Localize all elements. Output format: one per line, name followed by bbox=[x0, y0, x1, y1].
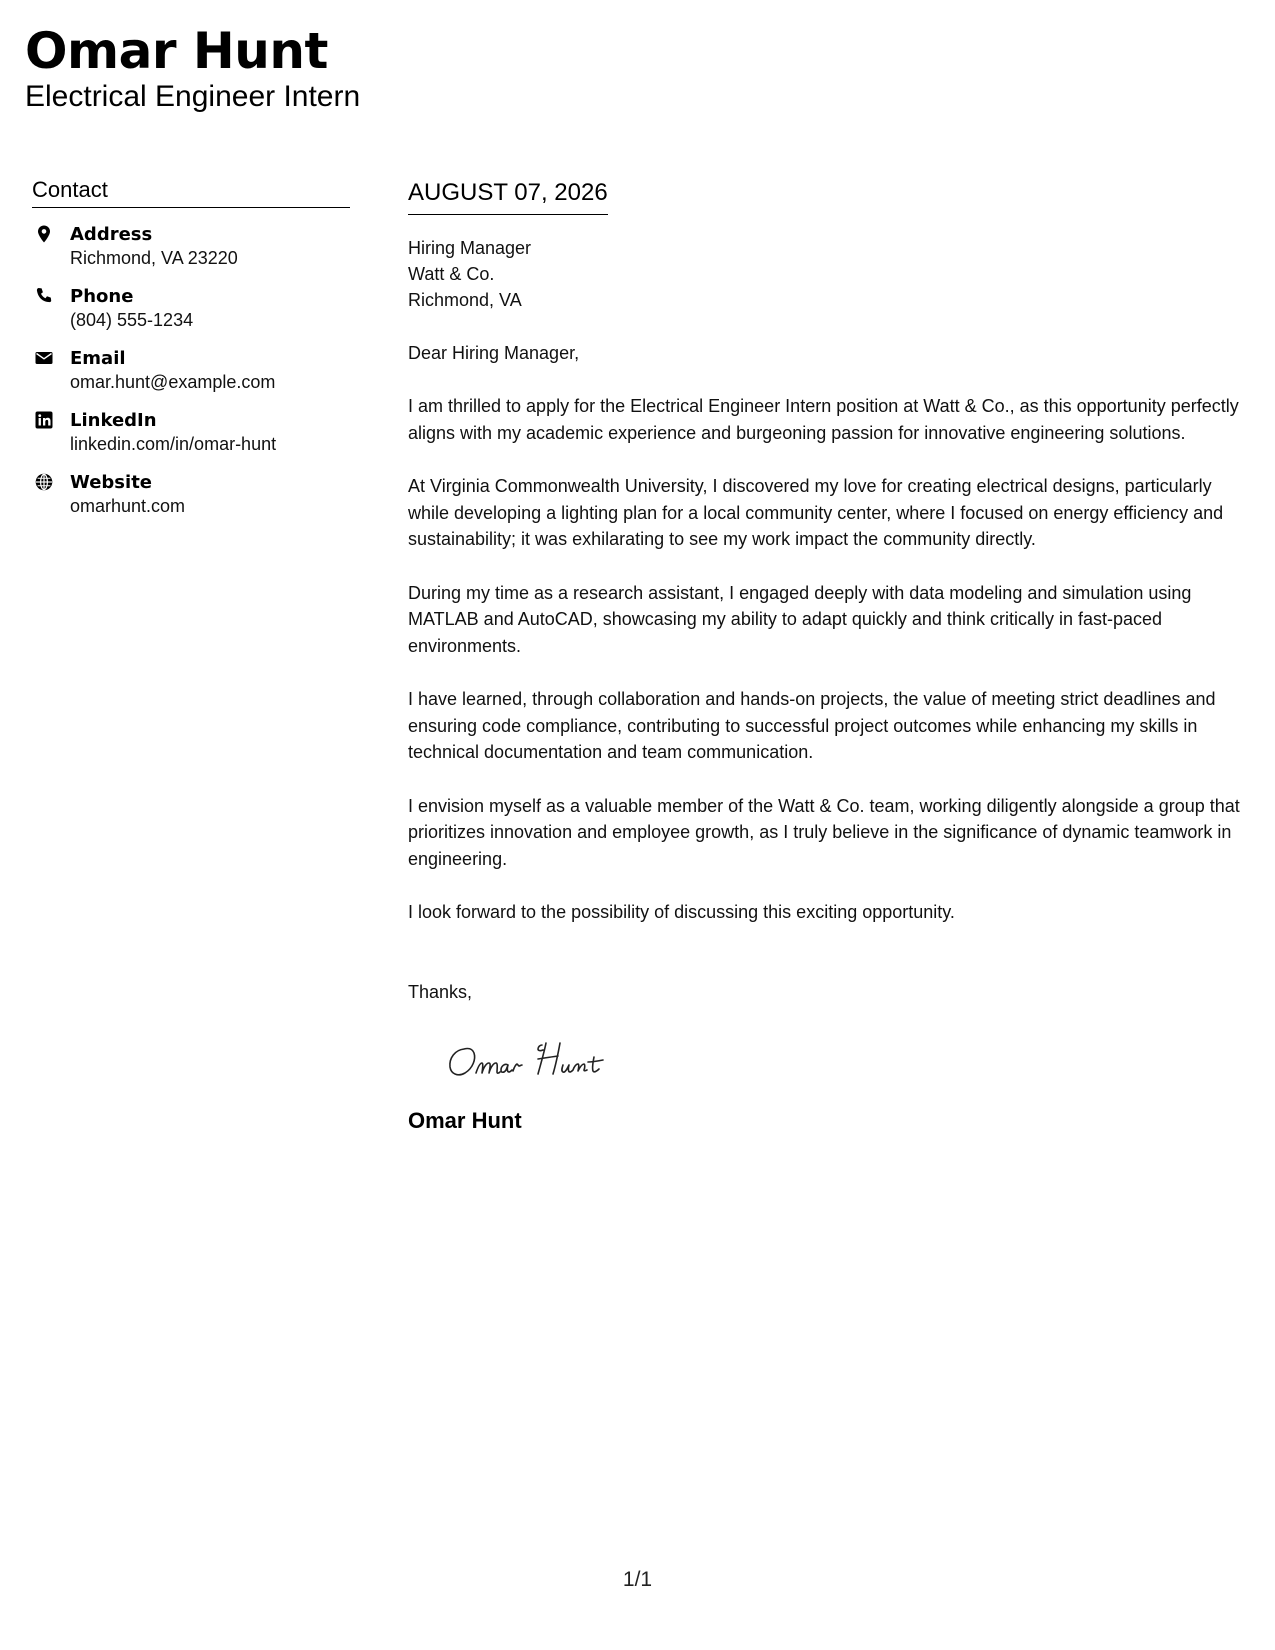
letter-paragraph: At Virginia Commonwealth University, I discovered my love for creating electrical designs, particularly while developing a lighting plan for a local community center, where I focused on energy efficiency and sustainability; it was exhilarating to see my work impact the community directly. bbox=[408, 476, 1224, 549]
contact-label: Phone bbox=[70, 286, 134, 307]
header bbox=[25, 22, 360, 114]
contact-value: linkedin.com/in/omar-hunt bbox=[70, 434, 277, 454]
contact-item-phone bbox=[32, 285, 350, 332]
handwritten-signature bbox=[442, 1035, 642, 1085]
contact-label: Address bbox=[70, 224, 153, 245]
letter-paragraph: I am thrilled to apply for the Electrical Engineer Intern position at Watt & Co., as this opportunity perfectly aligns with my academic experience and burgeoning passion for innovative engineering solutions. bbox=[408, 396, 1239, 443]
contact-label: Email bbox=[70, 348, 126, 369]
contact-heading: Contact bbox=[32, 176, 350, 208]
salutation: Dear Hiring Manager, bbox=[408, 343, 580, 363]
contact-value: omar.hunt@example.com bbox=[70, 372, 276, 392]
phone-icon bbox=[35, 287, 53, 305]
envelope-icon bbox=[35, 349, 53, 367]
contact-item-linkedin bbox=[32, 409, 350, 456]
contact-sidebar bbox=[32, 176, 350, 518]
page-number: 1/1 bbox=[622, 1568, 653, 1591]
applicant-name: Omar Hunt bbox=[25, 22, 328, 80]
letter-paragraph: I envision myself as a valuable member of the Watt & Co. team, working diligently alongside a group that prioritizes innovation and employee growth, as I truly believe in the significance of dynamic teamwork in engineering. bbox=[408, 795, 1240, 869]
linkedin-icon bbox=[35, 411, 53, 429]
contact-label: LinkedIn bbox=[70, 410, 157, 431]
closing: Thanks, bbox=[408, 981, 473, 1002]
contact-label: Website bbox=[70, 472, 153, 493]
letter-date: AUGUST 07, 2026 bbox=[408, 178, 608, 215]
map-pin-icon bbox=[35, 225, 53, 243]
letter-paragraph: I look forward to the possibility of discussing this exciting opportunity. bbox=[408, 902, 955, 922]
globe-icon bbox=[35, 473, 53, 491]
letter-paragraph: I have learned, through collaboration and hands-on projects, the value of meeting strict deadlines and ensuring code compliance, contributing to successful project outcomes while enhancing my skills in technical documentation and team communication. bbox=[408, 689, 1216, 762]
recipient-block bbox=[408, 235, 1253, 313]
contact-value: (804) 555-1234 bbox=[70, 310, 194, 330]
recipient-name: Hiring Manager bbox=[408, 238, 532, 258]
letter-body bbox=[408, 178, 1253, 1135]
contact-value: omarhunt.com bbox=[70, 496, 186, 516]
contact-value: Richmond, VA 23220 bbox=[70, 248, 238, 268]
contact-item-email bbox=[32, 347, 350, 394]
signer-name: Omar Hunt bbox=[408, 1107, 522, 1133]
applicant-title: Electrical Engineer Intern bbox=[25, 80, 361, 113]
letter-paragraph: During my time as a research assistant, I engaged deeply with data modeling and simulation using MATLAB and AutoCAD, showcasing my ability to adapt quickly and think critically in fast-paced environments. bbox=[408, 582, 1192, 656]
contact-item-website bbox=[32, 471, 350, 518]
contact-item-address bbox=[32, 223, 350, 270]
recipient-company: Watt & Co. bbox=[408, 264, 495, 284]
recipient-location: Richmond, VA bbox=[408, 290, 522, 310]
